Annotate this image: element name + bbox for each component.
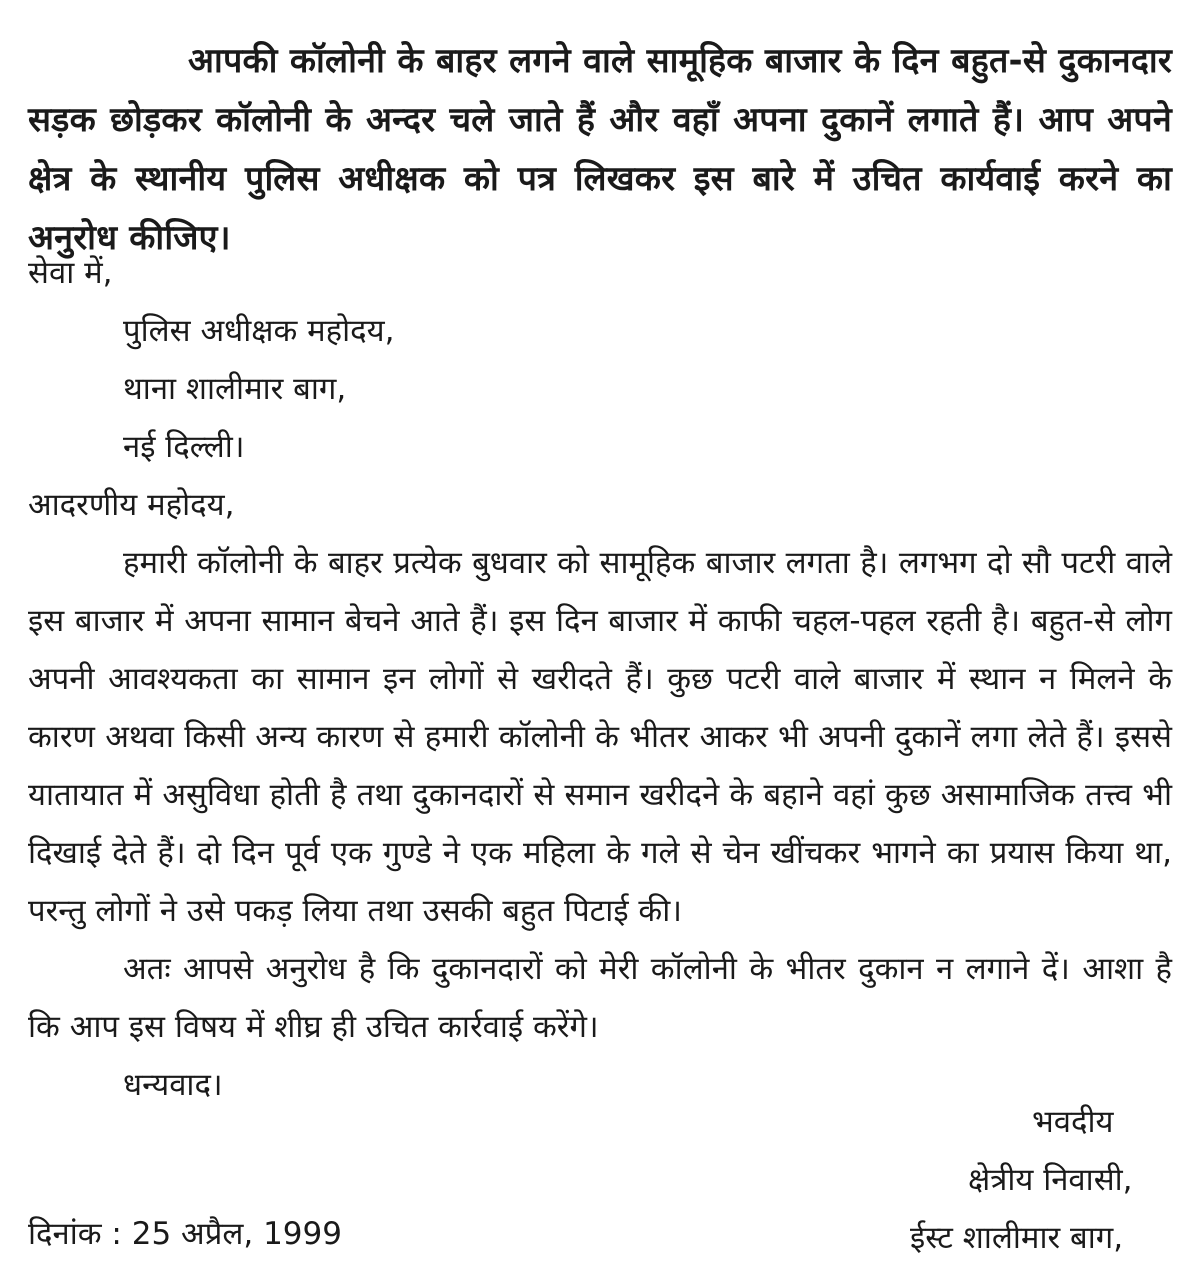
recipient-line-1: पुलिस अधीक्षक महोदय, xyxy=(123,313,395,349)
salutation-to: सेवा में, xyxy=(28,255,113,291)
thanks-line: धन्यवाद। xyxy=(123,1067,223,1103)
closing-line-2: क्षेत्रीय निवासी, xyxy=(968,1162,1133,1198)
date-line xyxy=(28,1205,342,1263)
date-value: 25 अप्रैल, 1999 xyxy=(131,1216,342,1252)
body-paragraph-1: हमारी कॉलोनी के बाहर प्रत्येक बुधवार को सामूहिक बाजार लगता है। लगभग दो सौ पटरी वाले इस बाजार में अपना सामान बेचने आते हैं। इस दिन बाजार में काफी चहल-पहल रहती है। बहुत-से लोग अपनी आवश्यकता का सामान इन लोगों से खरीदते हैं। कुछ पटरी वाले बाजार में स्थान न मिलने के कारण अथवा किसी अन्य कारण से हमारी कॉलोनी के भीतर आकर भी अपनी दुकानें लगा लेते हैं। इससे यातायात में असुविधा होती है तथा दुकानदारों से समान खरीदने के बहाने वहां कुछ असामाजिक तत्त्व भी दिखाई देते हैं। दो दिन पूर्व एक गुण्डे ने एक महिला के गले से चेन खींचकर भागने का प्रयास किया था, परन्तु लोगों ने उसे पकड़ लिया तथा उसकी बहुत पिटाई की। xyxy=(28,545,1172,929)
greeting: आदरणीय महोदय, xyxy=(28,487,235,523)
closing-block xyxy=(910,1093,1170,1267)
date-separator: : xyxy=(111,1216,122,1252)
date-label: दिनांक xyxy=(28,1216,102,1252)
recipient-line-3: नई दिल्ली। xyxy=(123,429,245,465)
letter-body xyxy=(28,244,1172,1114)
recipient-line-2: थाना शालीमार बाग, xyxy=(123,371,347,407)
closing-line-1: भवदीय xyxy=(1032,1104,1114,1140)
question-text: आपकी कॉलोनी के बाहर लगने वाले सामूहिक बाजार के दिन बहुत-से दुकानदार सड़क छोड़कर कॉलोनी के अन्दर चले जाते हैं और वहाँ अपना दुकानें लगाते हैं। आप अपने क्षेत्र के स्थानीय पुलिस अधीक्षक को पत्र लिखकर इस बारे में उचित कार्यवाई करने का अनुरोध कीजिए। xyxy=(28,41,1172,258)
body-paragraph-2: अतः आपसे अनुरोध है कि दुकानदारों को मेरी कॉलोनी के भीतर दुकान न लगाने दें। आशा है कि आप इस विषय में शीघ्र ही उचित कार्रवाई करेंगे। xyxy=(28,951,1172,1045)
closing-line-3: ईस्ट शालीमार बाग, xyxy=(910,1220,1124,1256)
